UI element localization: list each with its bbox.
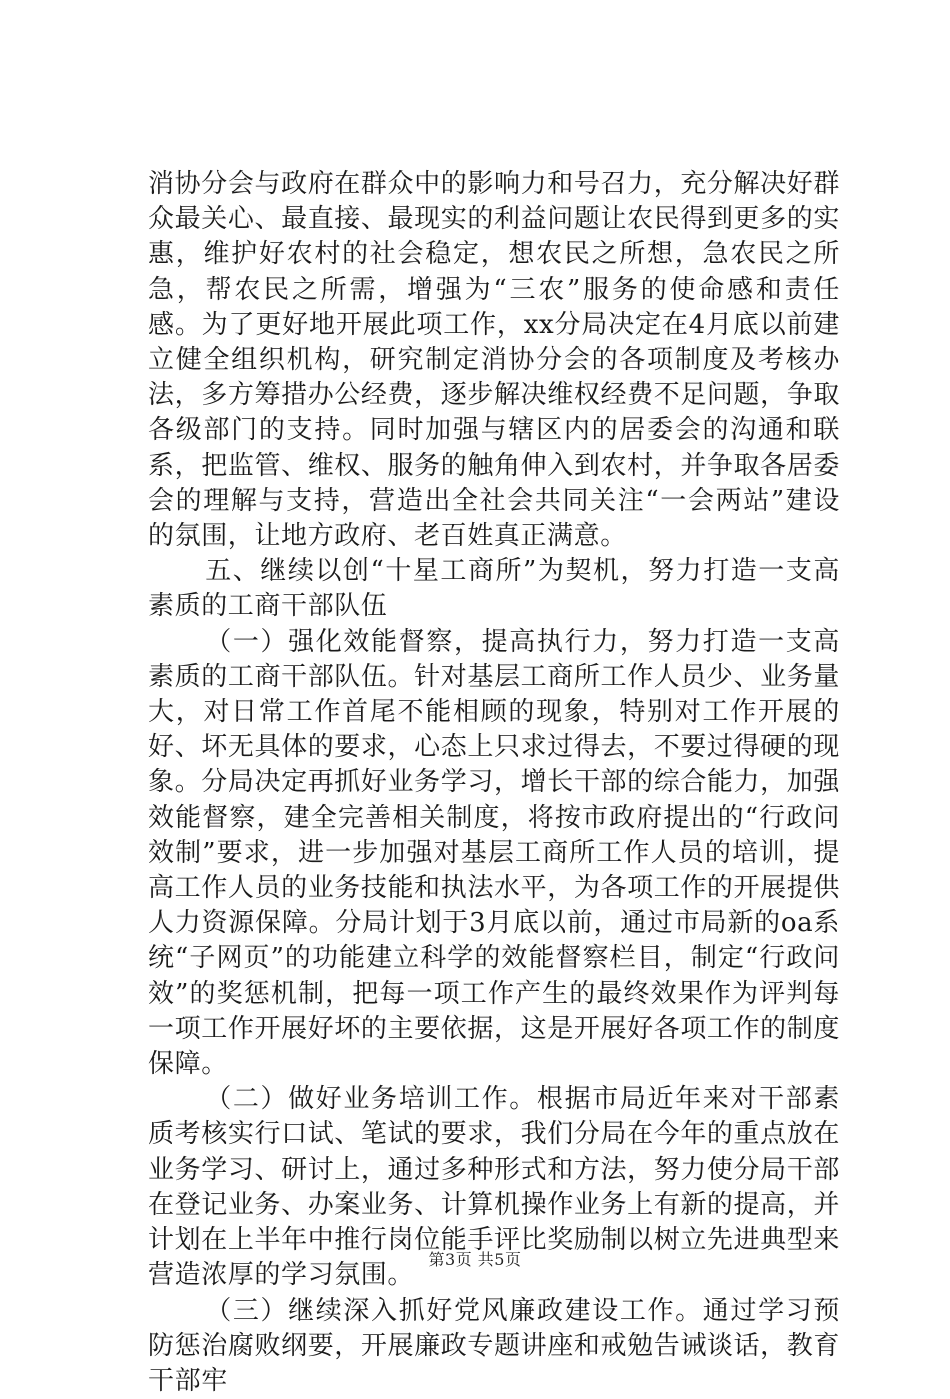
paragraph-continuation: 消协分会与政府在群众中的影响力和号召力，充分解决好群众最关心、最直接、最现实的利益问题让农民得到更多的实惠，维护好农村的社会稳定，想农民之所想，急农民之所急，帮农民之所需，增强为“三农”服务的使命感和责任感。为了更好地开展此项工作，xx分局决定在4月底以前建立健全组织机构，研究制定消协分会的各项制度及考核办法，多方筹措办公经费，逐步解决维权经费不足问题，争取各级部门的支持。同时加强与辖区内的居委会的沟通和联系，把监管、维权、服务的触角伸入到农村，并争取各居委会的理解与支持，营造出全社会共同关注“一会两站”建设的氛围，让地方政府、老百姓真正满意。: [148, 167, 840, 554]
paragraph-item-two: （二）做好业务培训工作。根据市局近年来对干部素质考核实行口试、笔试的要求，我们分局在今年的重点放在业务学习、研讨上，通过多种形式和方法，努力使分局干部在登记业务、办案业务、计算机操作业务上有新的提高，并计划在上半年中推行岗位能手评比奖励制以树立先进典型来营造浓厚的学习氛围。: [148, 1082, 840, 1293]
document-body: [148, 167, 840, 1399]
section-heading-five: 五、继续以创“十星工商所”为契机，努力打造一支高素质的工商干部队伍: [148, 554, 840, 624]
paragraph-item-three: （三）继续深入抓好党风廉政建设工作。通过学习预防惩治腐败纲要，开展廉政专题讲座和戒勉告诫谈话，教育干部牢: [148, 1294, 840, 1399]
page-number-footer: 第3页 共5页: [0, 1247, 950, 1270]
paragraph-item-one: （一）强化效能督察，提高执行力，努力打造一支高素质的工商干部队伍。针对基层工商所工作人员少、业务量大，对日常工作首尾不能相顾的现象，特别对工作开展的好、坏无具体的要求，心态上只求过得去，不要过得硬的现象。分局决定再抓好业务学习，增长干部的综合能力，加强效能督察，建全完善相关制度，将按市政府提出的“行政问效制”要求，进一步加强对基层工商所工作人员的培训，提高工作人员的业务技能和执法水平，为各项工作的开展提供人力资源保障。分局计划于3月底以前，通过市局新的oa系统“子网页”的功能建立科学的效能督察栏目，制定“行政问效”的奖惩机制，把每一项工作产生的最终效果作为评判每一项工作开展好坏的主要依据，这是开展好各项工作的制度保障。: [148, 625, 840, 1083]
